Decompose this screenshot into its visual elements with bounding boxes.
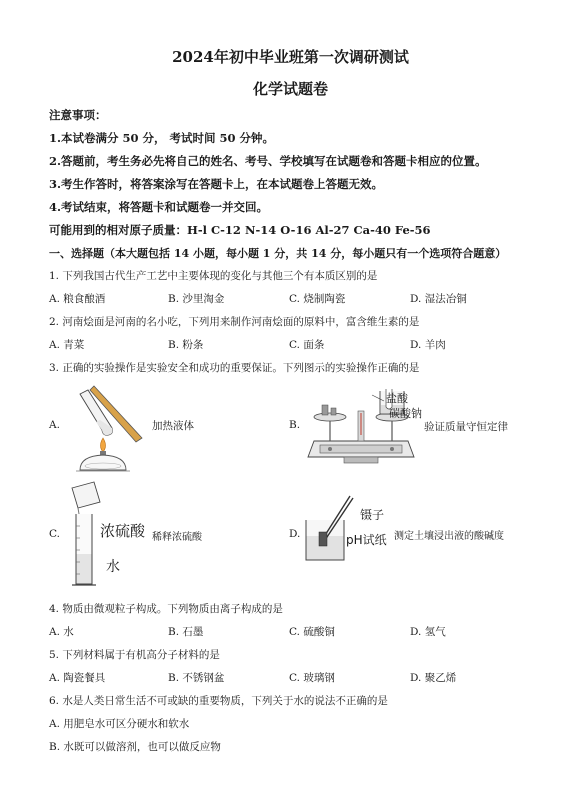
note-item: 4.考试结束，将答题卡和试题卷一并交回。 bbox=[49, 200, 269, 214]
option-a: A. 青菜 bbox=[49, 339, 85, 351]
label-sodium-carbonate: 碳酸钠 bbox=[389, 407, 422, 420]
option-d: D. 聚乙烯 bbox=[410, 672, 457, 684]
option-b: B. 石墨 bbox=[168, 626, 204, 638]
option-a-caption: 加热液体 bbox=[152, 420, 194, 432]
question-stem: 2. 河南烩面是河南的名小吃，下列用来制作河南烩面的原料中，富含维生素的是 bbox=[49, 316, 420, 328]
ph-test-figure bbox=[300, 494, 360, 564]
option-d-letter: D. bbox=[289, 528, 301, 540]
notes-heading: 注意事项： bbox=[49, 108, 107, 122]
option-b: B. 粉条 bbox=[168, 339, 204, 351]
note-item: 3.考生作答时，将答案涂写在答题卡上，在本试题卷上答题无效。 bbox=[49, 177, 384, 191]
option-c-caption: 稀释浓硫酸 bbox=[152, 532, 202, 543]
option-d: D. 氢气 bbox=[410, 626, 446, 638]
label-tweezers: 镊子 bbox=[360, 508, 385, 522]
option-b: B. 不锈钢盆 bbox=[168, 672, 225, 684]
option-c: C. 面条 bbox=[289, 339, 325, 351]
heating-liquid-figure bbox=[62, 380, 144, 472]
label-ph-paper: pH试纸 bbox=[346, 533, 387, 547]
option-b-caption: 验证质量守恒定律 bbox=[424, 421, 508, 433]
question-stem: 6. 水是人类日常生活不可或缺的重要物质，下列关于水的说法不正确的是 bbox=[49, 695, 388, 707]
exam-subtitle: 化学试题卷 bbox=[252, 80, 328, 98]
label-concentrated-acid: 浓硫酸 bbox=[100, 522, 146, 540]
question-stem: 5. 下列材料属于有机高分子材料的是 bbox=[49, 649, 220, 661]
note-item: 1.本试卷满分 50 分， 考试时间 50 分钟。 bbox=[49, 131, 275, 145]
atomic-mass-line: 可能用到的相对原子质量：H-l C-12 N-14 O-16 Al-27 Ca-40 Fe-56 bbox=[49, 223, 431, 237]
section-heading: 一、选择题（本大题包括 14 小题，每小题 1 分，共 14 分，每小题只有一个选项符合题意） bbox=[49, 247, 507, 260]
option-c-letter: C. bbox=[49, 528, 60, 540]
option-d: D. 湿法冶铜 bbox=[410, 293, 467, 305]
question-stem: 4. 物质由微观粒子构成。下列物质由离子构成的是 bbox=[49, 603, 283, 615]
label-water: 水 bbox=[106, 559, 120, 575]
option-a: A. 陶瓷餐具 bbox=[49, 672, 106, 684]
option-a-letter: A. bbox=[49, 419, 60, 431]
exam-title: 2024年初中毕业班第一次调研测试 bbox=[172, 48, 409, 66]
option-c: C. 烧制陶瓷 bbox=[289, 293, 346, 305]
option-d-caption: 测定土壤浸出液的酸碱度 bbox=[394, 531, 504, 542]
option-c: C. 玻璃钢 bbox=[289, 672, 335, 684]
graduated-cylinder-figure bbox=[64, 480, 104, 590]
option-b: B. 沙里淘金 bbox=[168, 293, 225, 305]
question-stem: 3. 正确的实验操作是实验安全和成功的重要保证。下列图示的实验操作正确的是 bbox=[49, 362, 420, 374]
option-a: A. 水 bbox=[49, 626, 74, 638]
option-b: B. 水既可以做溶剂，也可以做反应物 bbox=[49, 741, 221, 753]
option-a: A. 用肥皂水可区分硬水和软水 bbox=[49, 718, 190, 730]
question-stem: 1. 下列我国古代生产工艺中主要体现的变化与其他三个有本质区别的是 bbox=[49, 270, 378, 282]
option-b-letter: B. bbox=[289, 419, 301, 431]
option-d: D. 羊肉 bbox=[410, 339, 446, 351]
option-a: A. 粮食酿酒 bbox=[49, 293, 106, 305]
note-item: 2.答题前，考生务必先将自己的姓名、考号、学校填写在试题卷和答题卡相应的位置。 bbox=[49, 154, 487, 168]
label-hydrochloric-acid: 盐酸 bbox=[386, 392, 408, 405]
option-c: C. 硫酸铜 bbox=[289, 626, 335, 638]
